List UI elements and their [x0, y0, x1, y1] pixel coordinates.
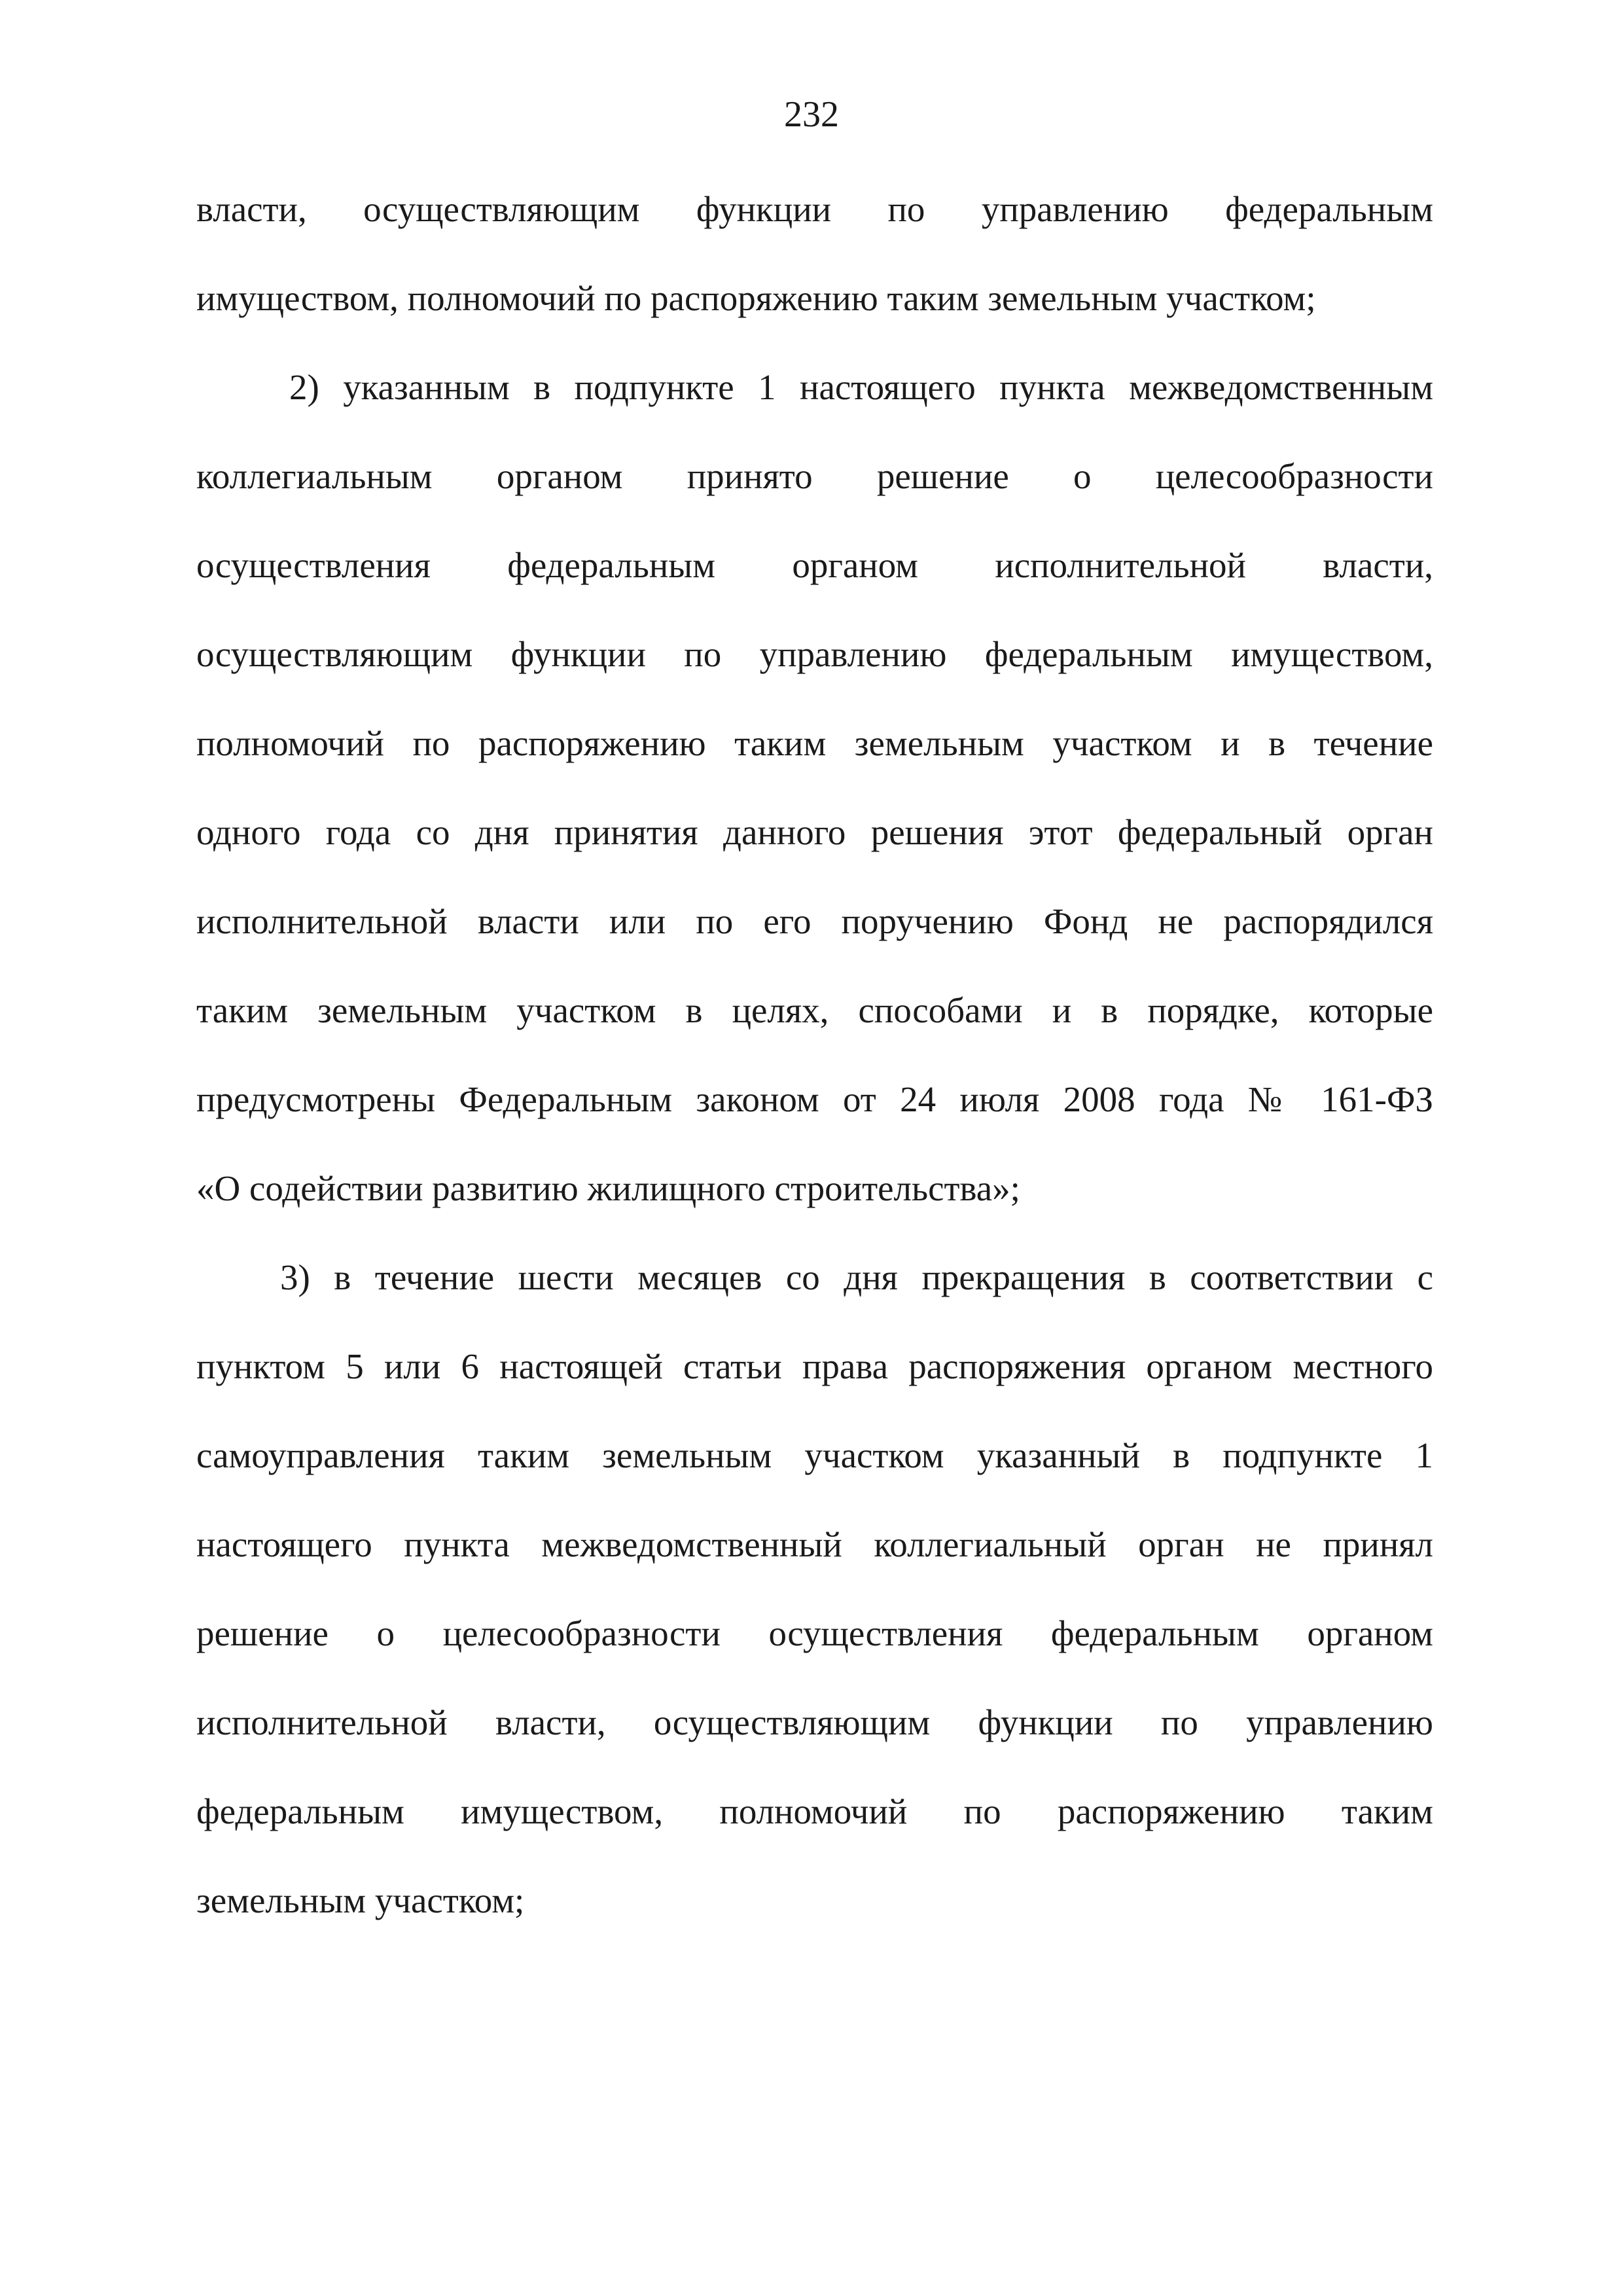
text-line: власти, осуществляющим функции по управлению федеральным [196, 189, 1433, 229]
text-line: исполнительной власти, осуществляющим функции по управлению [196, 1702, 1433, 1742]
text-line: решение о целесообразности осуществления федеральным органом [196, 1613, 1433, 1653]
text-line: самоуправления таким земельным участком указанный в подпункте 1 [196, 1435, 1433, 1475]
text-line: пунктом 5 или 6 настоящей статьи права распоряжения органом местного [196, 1346, 1433, 1386]
text-line: полномочий по распоряжению таким земельным участком и в течение [196, 723, 1433, 763]
text-line: одного года со дня принятия данного решения этот федеральный орган [196, 812, 1433, 852]
page-number: 232 [784, 94, 839, 135]
paragraph-first-line: 2) указанным в подпункте 1 настоящего пункта межведомственным [289, 367, 1433, 407]
text-line: осуществляющим функции по управлению федеральным имуществом, [196, 634, 1433, 674]
text-line: таким земельным участком в целях, способами и в порядке, которые [196, 990, 1433, 1030]
text-line: имуществом, полномочий по распоряжению таким земельным участком; [196, 278, 1316, 318]
text-line: федеральным имуществом, полномочий по распоряжению таким [196, 1791, 1433, 1831]
paragraph-first-line: 3) в течение шести месяцев со дня прекращения в соответствии с [280, 1257, 1433, 1297]
text-line: коллегиальным органом принято решение о целесообразности [196, 456, 1433, 496]
text-line: исполнительной власти или по его поручению Фонд не распорядился [196, 901, 1433, 941]
text-line: настоящего пункта межведомственный коллегиальный орган не принял [196, 1524, 1433, 1564]
text-line: «О содействии развитию жилищного строительства»; [196, 1168, 1020, 1208]
document-body [196, 177, 1433, 1957]
text-line: земельным участком; [196, 1880, 525, 1920]
text-line: осуществления федеральным органом исполнительной власти, [196, 545, 1433, 585]
text-line: предусмотрены Федеральным законом от 24 июля 2008 года № 161-ФЗ [196, 1079, 1433, 1119]
